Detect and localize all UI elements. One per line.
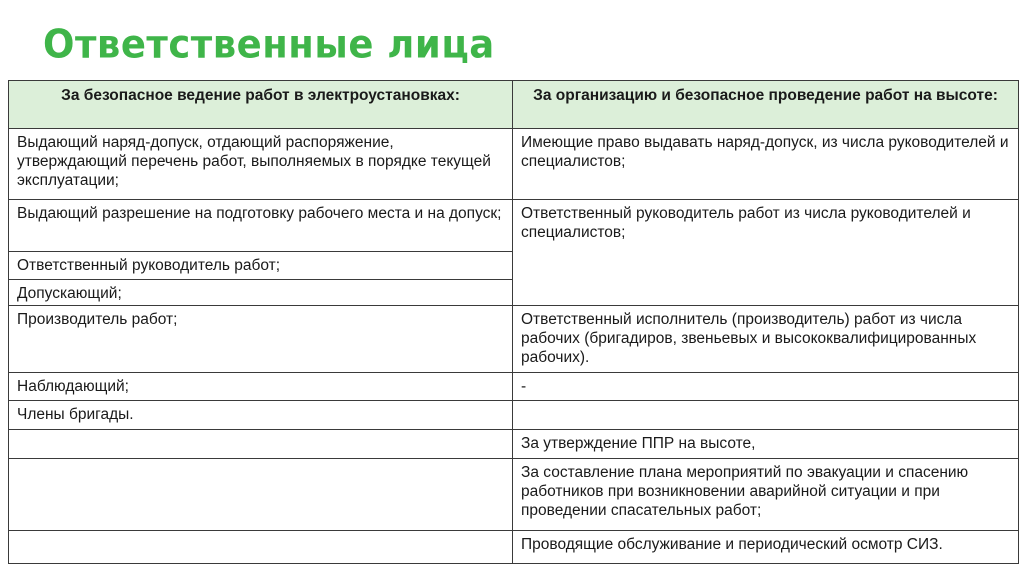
right-cell-ppr-approval: За утверждение ППР на высоте,	[513, 430, 1019, 459]
right-cell-responsible-executor: Ответственный исполнитель (производитель) работ из числа рабочих (бригадиров, звеньевых и высококвалифицированных рабочих).	[513, 306, 1019, 373]
table-row	[9, 129, 1019, 200]
header-electrical: За безопасное ведение работ в электроустановках:	[9, 81, 513, 129]
right-cell-observer-dash: -	[513, 373, 1019, 401]
right-cell-ppe-inspection: Проводящие обслуживание и периодический осмотр СИЗ.	[513, 531, 1019, 564]
table-row	[9, 531, 1019, 564]
left-cell-workplace-permit: Выдающий разрешение на подготовку рабочего места и на допуск;	[9, 200, 513, 252]
table-header-row	[9, 81, 1019, 129]
table-row	[9, 200, 1019, 252]
right-cell-permit-issuer: Имеющие право выдавать наряд-допуск, из числа руководителей и специалистов;	[513, 129, 1019, 200]
left-cell-responsible-manager: Ответственный руководитель работ;	[9, 252, 513, 280]
right-cell-empty	[513, 401, 1019, 430]
slide-title: Ответственные лица	[43, 21, 495, 68]
header-height-work: За организацию и безопасное проведение работ на высоте:	[513, 81, 1019, 129]
left-cell-team-members: Члены бригады.	[9, 401, 513, 430]
left-cell-empty-2	[9, 459, 513, 531]
left-cell-permit-issuer: Выдающий наряд-допуск, отдающий распоряжение, утверждающий перечень работ, выполняемых в порядке текущей эксплуатации;	[9, 129, 513, 200]
table-row	[9, 430, 1019, 459]
table-row	[9, 306, 1019, 373]
left-cell-empty-3	[9, 531, 513, 564]
left-cell-observer: Наблюдающий;	[9, 373, 513, 401]
table-row	[9, 459, 1019, 531]
right-cell-evacuation-plan: За составление плана мероприятий по эвакуации и спасению работников при возникновении аварийной ситуации и при проведении спасательных работ;	[513, 459, 1019, 531]
left-cell-admitting: Допускающий;	[9, 280, 513, 306]
right-cell-responsible-manager: Ответственный руководитель работ из числа руководителей и специалистов;	[513, 200, 1019, 306]
left-cell-empty-1	[9, 430, 513, 459]
table-row	[9, 373, 1019, 401]
responsibilities-table	[8, 80, 1019, 564]
left-cell-work-producer: Производитель работ;	[9, 306, 513, 373]
table-row	[9, 401, 1019, 430]
